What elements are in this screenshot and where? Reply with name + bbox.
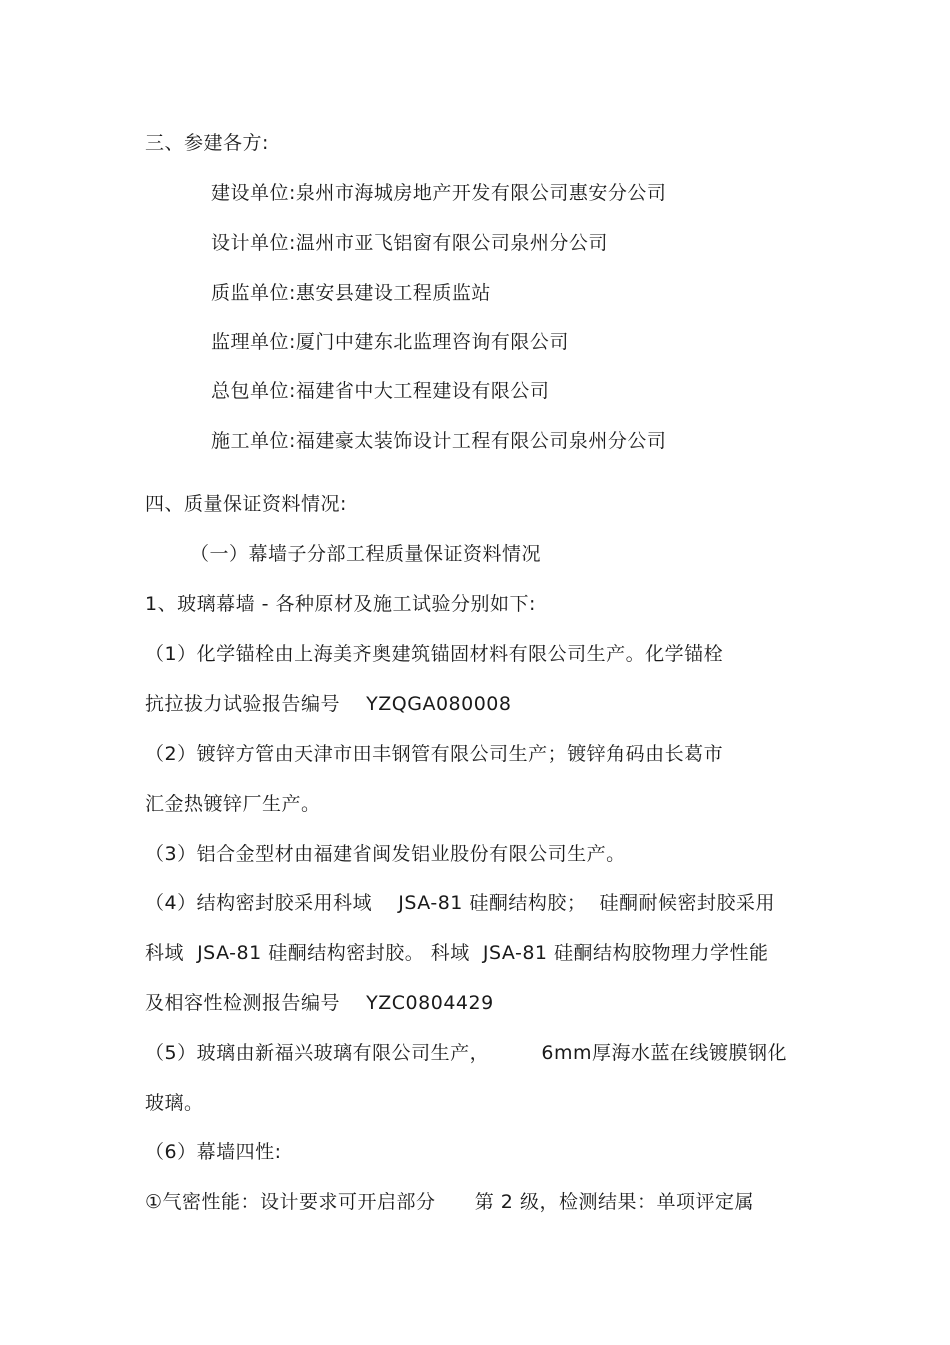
paragraph-line: （2）镀锌方管由天津市田丰钢管有限公司生产；镀锌角码由长葛市 [145,743,724,765]
section4-subheading: （一）幕墙子分部工程质量保证资料情况 [190,543,542,565]
paragraph-line: （6）幕墙四性: [145,1141,282,1163]
party-row-construction [211,181,666,205]
party-value: 泉州市海城房地产开发有限公司惠安分公司 [295,182,667,204]
party-label: 监理单位: [211,331,296,353]
party-value: 惠安县建设工程质监站 [295,282,491,304]
paragraph-line: （4）结构密封胶采用科域 JSA-81 硅酮结构胶； 硅酮耐候密封胶采用 [145,892,775,914]
paragraph-line: 汇金热镀锌厂生产。 [145,793,321,815]
party-row-design [211,231,608,255]
party-row-construction-unit [211,429,666,453]
party-label: 质监单位: [211,282,296,304]
party-label: 建设单位: [211,182,296,204]
item1-title: 1、玻璃幕墙 - 各种原材及施工试验分别如下: [145,593,536,615]
party-value: 福建省中大工程建设有限公司 [295,380,550,402]
party-label: 总包单位: [211,380,296,402]
paragraph-line: （3）铝合金型材由福建省闽发铝业股份有限公司生产。 [145,843,626,865]
party-row-general-contractor [211,379,549,403]
paragraph-line: 玻璃。 [145,1092,204,1114]
paragraph-line: （1）化学锚栓由上海美齐奥建筑锚固材料有限公司生产。化学锚栓 [145,643,724,665]
paragraph-line: 科域 JSA-81 硅酮结构密封胶。 科域 JSA-81 硅酮结构胶物理力学性能 [145,942,769,964]
party-value: 福建豪太装饰设计工程有限公司泉州分公司 [295,430,667,452]
party-row-supervision [211,330,569,354]
party-label: 设计单位: [211,232,296,254]
party-value: 厦门中建东北监理咨询有限公司 [295,331,569,353]
paragraph-line: 及相容性检测报告编号 YZC0804429 [145,992,494,1014]
party-row-quality-supervision [211,281,491,305]
section3-heading: 三、参建各方: [145,132,269,154]
paragraph-line: 抗拉拔力试验报告编号 YZQGA080008 [145,693,512,715]
paragraph-line: ①气密性能：设计要求可开启部分 第 2 级，检测结果：单项评定属 [145,1191,754,1213]
party-label: 施工单位: [211,430,296,452]
paragraph-line: （5）玻璃由新福兴玻璃有限公司生产， 6mm厚海水蓝在线镀膜钢化 [145,1042,788,1064]
section4-heading: 四、质量保证资料情况: [145,493,347,515]
party-value: 温州市亚飞铝窗有限公司泉州分公司 [295,232,608,254]
